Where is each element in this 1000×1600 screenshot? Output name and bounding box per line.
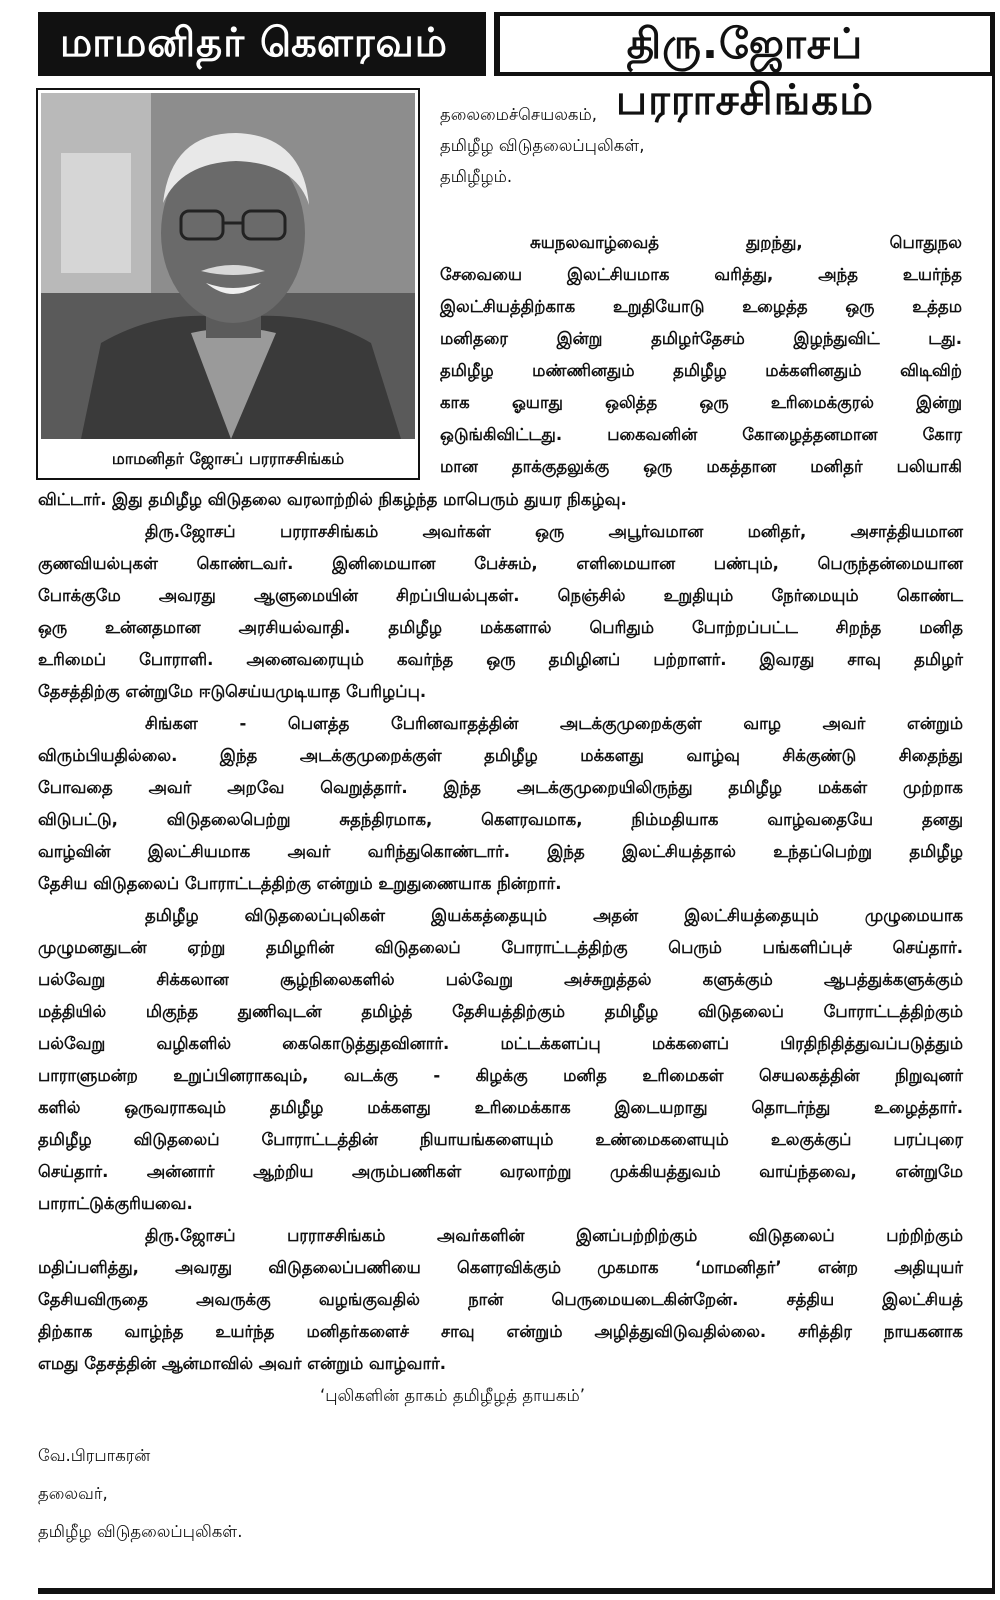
signature-organization: தமிழீழ விடுதலைப்புலிகள். [38, 1522, 243, 1541]
body-line: காக ஓயாது ஒலித்த ஒரு உரிமைக்குரல் இன்று [440, 393, 962, 412]
body-line: ஒடுங்கிவிட்டது. பகைவனின் கோழைத்தனமான கோர [440, 425, 962, 444]
body-line: இலட்சியத்திற்காக உறுதியோடு உழைத்த ஒரு உத்தம [440, 297, 962, 316]
body-line: விரும்பியதில்லை. இந்த அடக்குமுறைக்குள் தமிழீழ மக்களது வாழ்வு சிக்குண்டு சிதைந்து [38, 746, 963, 765]
body-line: போக்குமே அவரது ஆளுமையின் சிறப்பியல்புகள். நெஞ்சில் உறுதியும் நேர்மையும் கொண்ட [38, 586, 963, 605]
body-line: எமது தேசத்தின் ஆன்மாவில் அவர் என்றும் வாழ்வார். [38, 1354, 446, 1373]
bottom-border-rule [38, 1588, 995, 1594]
header-divider [486, 12, 494, 76]
body-line: தேசிய விடுதலைப் போராட்டத்திற்கு என்றும் உறுதுணையாக நின்றார். [38, 874, 562, 893]
body-line: திரு.ஜோசப் பரராசசிங்கம் அவர்களின் இனப்பற்றிற்கும் விடுதலைப் பற்றிற்கும் [145, 1226, 963, 1245]
header-title-right: திரு.ஜோசப் பரராசசிங்கம் [500, 16, 990, 72]
body-line: திரு.ஜோசப் பரராசசிங்கம் அவர்கள் ஒரு அபூர்வமான மனிதர், அசாத்தியமான [145, 522, 963, 541]
header-title-left: மாமனிதர் கௌரவம் [44, 16, 470, 70]
body-line: பாராட்டுக்குரியவை. [38, 1194, 193, 1213]
address-line: தமிழீழ விடுதலைப்புலிகள், [440, 136, 645, 155]
body-line: மதிப்பளித்து, அவரது விடுதலைப்பணியை கௌரவிக்கும் முகமாக ‘மாமனிதர்’ என்ற அதியுயர் [38, 1258, 963, 1277]
body-line: பாராளுமன்ற உறுப்பினராகவும், வடக்கு - கிழக்கு மனித உரிமைகள் செயலகத்தின் நிறுவுனர் [38, 1066, 963, 1085]
photo-frame [36, 88, 420, 480]
body-line: சுயநலவாழ்வைத் துறந்து, பொதுநல [530, 233, 962, 252]
body-line: தமிழீழ விடுதலைப்புலிகள் இயக்கத்தையும் அதன் இலட்சியத்தையும் முழுமையாக [145, 906, 963, 925]
right-border-rule [992, 12, 995, 1590]
body-line: திற்காக வாழ்ந்த உயர்ந்த மனிதர்களைச் சாவு என்றும் அழித்துவிடுவதில்லை. சரித்திர நாயகனாக [38, 1322, 963, 1341]
body-line: விட்டார். இது தமிழீழ விடுதலை வரலாற்றில் நிகழ்ந்த மாபெரும் துயர நிகழ்வு. [38, 490, 627, 509]
body-line: குணவியல்புகள் கொண்டவர். இனிமையான பேச்சும், எளிமையான பண்பும், பெருந்தன்மையான [38, 554, 963, 573]
address-line: தலைமைச்செயலகம், [440, 105, 597, 124]
body-line: மனிதரை இன்று தமிழர்தேசம் இழந்துவிட் டது. [440, 329, 962, 348]
body-line: தமிழீழ மண்ணினதும் தமிழீழ மக்களினதும் விடிவிற் [440, 361, 962, 380]
body-line: வாழ்வின் இலட்சியமாக அவர் வரிந்துகொண்டார். இந்த இலட்சியத்தால் உந்தப்பெற்று தமிழீழ [38, 842, 963, 861]
body-line: ஒரு உன்னதமான அரசியல்வாதி. தமிழீழ மக்களால் பெரிதும் போற்றப்பட்ட சிறந்த மனித [38, 618, 963, 637]
photo-caption: மாமனிதர் ஜோசப் பரராசசிங்கம் [111, 449, 345, 468]
body-line: களில் ஒருவராகவும் தமிழீழ மக்களது உரிமைக்காக இடையறாது தொடர்ந்து உழைத்தார். [38, 1098, 963, 1117]
body-line: விடுபட்டு, விடுதலைபெற்று சுதந்திரமாக, கௌரவமாக, நிம்மதியாக வாழ்வதையே தனது [38, 810, 963, 829]
motto: ‘புலிகளின் தாகம் தமிழீழத் தாயகம்’ [320, 1386, 585, 1405]
portrait-illustration [41, 93, 415, 439]
signature-title: தலைவர், [38, 1484, 108, 1503]
body-line: மான தாக்குதலுக்கு ஒரு மகத்தான மனிதர் பலியாகி [440, 457, 962, 476]
body-line: தமிழீழ விடுதலைப் போராட்டத்தின் நியாயங்களையும் உண்மைகளையும் உலகுக்குப் பரப்புரை [38, 1130, 963, 1149]
body-line: செய்தார். அன்னார் ஆற்றிய அரும்பணிகள் வரலாற்று முக்கியத்துவம் வாய்ந்தவை, என்றுமே [38, 1162, 963, 1181]
body-line: உரிமைப் போராளி. அனைவரையும் கவர்ந்த ஒரு தமிழினப் பற்றாளர். இவரது சாவு தமிழர் [38, 650, 963, 669]
body-line: பல்வேறு சிக்கலான சூழ்நிலைகளில் பல்வேறு அச்சுறுத்தல் களுக்கும் ஆபத்துக்களுக்கும் [38, 970, 963, 989]
body-line: சிங்கள - பௌத்த பேரினவாதத்தின் அடக்குமுறைக்குள் வாழ அவர் என்றும் [145, 714, 963, 733]
body-line: முழுமனதுடன் ஏற்று தமிழரின் விடுதலைப் போராட்டத்திற்கு பெரும் பங்களிப்புச் செய்தார். [38, 938, 963, 957]
body-line: தேசத்திற்கு என்றுமே ஈடுசெய்யமுடியாத பேரிழப்பு. [38, 682, 427, 701]
body-line: பல்வேறு வழிகளில் கைகொடுத்துதவினார். மட்டக்களப்பு மக்களைப் பிரதிநிதித்துவப்படுத்தும் [38, 1034, 963, 1053]
signature-name: வே.பிரபாகரன் [38, 1446, 151, 1465]
body-line: தேசியவிருதை அவருக்கு வழங்குவதில் நான் பெருமையடைகின்றேன். சத்திய இலட்சியத் [38, 1290, 963, 1309]
body-line: போவதை அவர் அறவே வெறுத்தார். இந்த அடக்குமுறையிலிருந்து தமிழீழ மக்கள் முற்றாக [38, 778, 963, 797]
portrait-photo [41, 93, 415, 439]
body-line: மத்தியில் மிகுந்த துணிவுடன் தமிழ்த் தேசியத்திற்கும் தமிழீழ விடுதலைப் போராட்டத்திற்கும் [38, 1002, 963, 1021]
body-line: சேவையை இலட்சியமாக வரித்து, அந்த உயர்ந்த [440, 265, 962, 284]
address-line: தமிழீழம். [440, 167, 513, 186]
